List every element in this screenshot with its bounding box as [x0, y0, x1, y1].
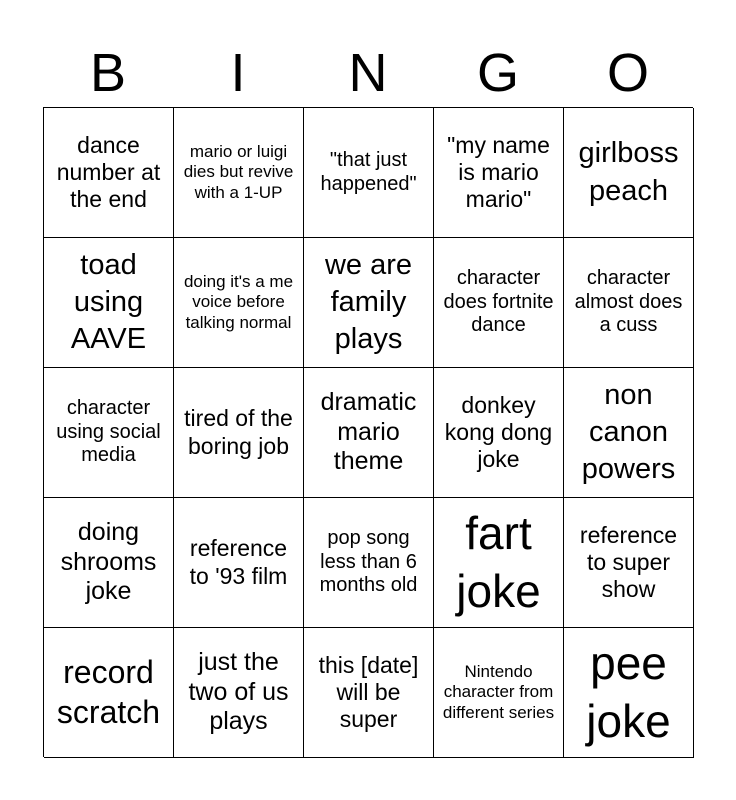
bingo-cell[interactable]: record scratch — [44, 628, 174, 758]
bingo-cell[interactable]: tired of the boring job — [174, 368, 304, 498]
bingo-cell[interactable]: mario or luigi dies but revive with a 1-UP — [174, 108, 304, 238]
bingo-cell[interactable]: dramatic mario theme — [304, 368, 434, 498]
header-letter-g: G — [476, 43, 519, 103]
header-letter-o: O — [606, 43, 649, 103]
header-letter-b: B — [89, 43, 127, 103]
bingo-cell[interactable]: Nintendo character from different series — [434, 628, 564, 758]
bingo-cell[interactable]: "that just happened" — [304, 108, 434, 238]
bingo-cell[interactable]: character using social media — [44, 368, 174, 498]
bingo-cell[interactable]: non canon powers — [564, 368, 694, 498]
bingo-cell[interactable]: just the two of us plays — [174, 628, 304, 758]
bingo-cell[interactable]: we are family plays — [304, 238, 434, 368]
bingo-cell[interactable]: pee joke — [564, 628, 694, 758]
bingo-cell[interactable]: toad using AAVE — [44, 238, 174, 368]
bingo-cell[interactable]: reference to super show — [564, 498, 694, 628]
bingo-cell[interactable]: pop song less than 6 months old — [304, 498, 434, 628]
bingo-cell[interactable]: "my name is mario mario" — [434, 108, 564, 238]
bingo-cell[interactable]: doing shrooms joke — [44, 498, 174, 628]
bingo-cell[interactable]: this [date] will be super — [304, 628, 434, 758]
bingo-cell[interactable]: doing it's a me voice before talking normal — [174, 238, 304, 368]
bingo-cell[interactable]: girlboss peach — [564, 108, 694, 238]
bingo-cell[interactable]: character almost does a cuss — [564, 238, 694, 368]
header-letter-i: I — [230, 43, 246, 103]
bingo-cell[interactable]: reference to '93 film — [174, 498, 304, 628]
bingo-grid — [43, 107, 693, 757]
bingo-cell[interactable]: donkey kong dong joke — [434, 368, 564, 498]
bingo-cell[interactable]: dance number at the end — [44, 108, 174, 238]
bingo-cell[interactable]: fart joke — [434, 498, 564, 628]
bingo-cell[interactable]: character does fortnite dance — [434, 238, 564, 368]
header-letter-n: N — [348, 43, 388, 103]
bingo-header — [43, 40, 693, 106]
